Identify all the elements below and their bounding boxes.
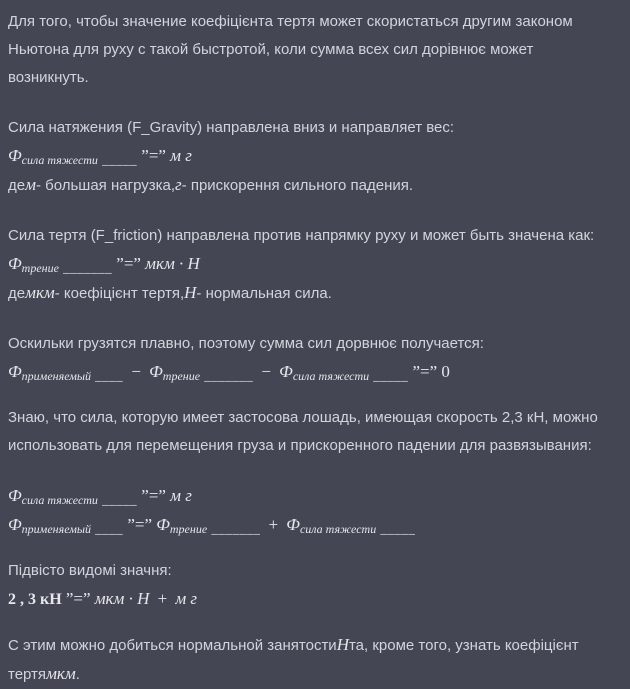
friction-paragraph <box>8 222 630 308</box>
underscore-placeholder: _____ <box>102 152 138 167</box>
sum-formula <box>8 358 630 387</box>
force-subscript: применяемый <box>21 522 91 536</box>
underscore-placeholder: _____ <box>373 368 409 383</box>
force-subscript: трение <box>162 369 201 383</box>
gravity-term: м г <box>175 589 198 608</box>
force-subscript: сила тяжести <box>299 522 377 536</box>
underscore-placeholder: _____ <box>380 521 416 536</box>
equals-sign: ”=” <box>127 515 153 534</box>
force-subscript: трение <box>21 261 59 275</box>
gravity-formula-repeat <box>8 482 630 511</box>
sum-text: Оскильки грузятся плавно, поэтому сумма сил дорвнює получается: <box>8 335 484 352</box>
conclusion-text: С этим можно добиться нормальной занятости <box>8 637 337 654</box>
underscore-placeholder: _______ <box>211 521 261 536</box>
underscore-placeholder: ____ <box>95 368 124 383</box>
conclusion-line-2 <box>8 660 630 689</box>
intro-line-1: Для того, чтобы значение коефіцієнта тертя может скористаться другим законом <box>8 13 573 30</box>
horse-paragraph <box>8 404 630 460</box>
force-subscript: сила тяжести <box>21 153 98 167</box>
gravity-paragraph <box>8 114 630 200</box>
substitution-text: Підвісто видомі значня: <box>8 562 172 579</box>
equals-sign: ”=” <box>141 146 166 165</box>
substitution-paragraph <box>8 557 630 614</box>
force-symbol: Ф <box>8 515 22 534</box>
force-subscript: сила тяжести <box>292 369 370 383</box>
formula-rhs: мкм · Н <box>145 254 200 273</box>
force-symbol: Ф <box>156 515 170 534</box>
friction-explanation <box>8 279 630 308</box>
coefficient-symbol: мкм <box>25 283 55 302</box>
horse-line-2: использовать для перемещения груза и прискоренного падении для развязывания: <box>8 437 592 454</box>
conclusion-text: . <box>75 666 80 683</box>
mass-symbol: м <box>25 175 36 194</box>
force-symbol: Ф <box>8 254 22 273</box>
plus-sign: + <box>268 515 279 534</box>
horse-line-1: Знаю, что сила, которую имеет застосова лошадь, имеющая скорость 2,3 кН, можно <box>8 409 598 426</box>
sum-paragraph <box>8 330 630 387</box>
friction-text: Сила тертя (F_friction) направлена против напрямку руху и может быть значена как: <box>8 227 595 244</box>
plus-sign: + <box>157 589 168 608</box>
formula-rhs: м г <box>170 146 192 165</box>
equals-sign: ”=” <box>412 362 438 381</box>
expl-text: - прискорення сильного падения. <box>181 177 414 194</box>
zero-value: 0 <box>441 362 450 381</box>
force-symbol: Ф <box>279 362 293 381</box>
equations-block <box>8 482 630 540</box>
minus-sign: − <box>131 362 141 381</box>
gravity-text: Сила натяжения (F_Gravity) направлена вниз и направляет вес: <box>8 119 455 136</box>
gravity-symbol: г <box>175 175 182 194</box>
underscore-placeholder: _______ <box>63 260 113 275</box>
gravity-explanation <box>8 171 630 200</box>
force-subscript: применяемый <box>21 369 91 383</box>
expl-text: де <box>8 177 26 194</box>
normal-force-symbol: Н <box>336 635 349 654</box>
conclusion-text: та, кроме того, узнать коефіцієнт <box>348 637 579 654</box>
gravity-formula <box>8 142 630 171</box>
force-symbol: Ф <box>8 486 22 505</box>
expl-text: де <box>8 285 26 302</box>
friction-term: мкм · Н <box>94 589 150 608</box>
force-symbol: Ф <box>286 515 300 534</box>
force-subscript: сила тяжести <box>21 493 98 507</box>
intro-line-2: Ньютона для руху с такой быстротой, коли сумма всех сил дорівнює может <box>8 41 534 58</box>
intro-line-3: возникнуть. <box>8 69 89 86</box>
coefficient-symbol: мкм <box>46 664 76 683</box>
friction-formula <box>8 250 630 279</box>
formula-rhs: м г <box>170 486 192 505</box>
expl-text: - нормальная сила. <box>196 285 332 302</box>
underscore-placeholder: _____ <box>102 492 138 507</box>
equals-sign: ”=” <box>65 589 91 608</box>
force-symbol: Ф <box>8 362 22 381</box>
applied-force-formula <box>8 511 630 540</box>
normal-force-symbol: Н <box>184 283 197 302</box>
expl-text: - коефіцієнт тертя, <box>54 285 185 302</box>
force-subscript: трение <box>169 522 208 536</box>
force-symbol: Ф <box>8 146 22 165</box>
force-symbol: Ф <box>149 362 163 381</box>
underscore-placeholder: ____ <box>95 521 124 536</box>
conclusion-text: тертя <box>8 666 47 683</box>
conclusion-paragraph <box>8 631 630 689</box>
equals-sign: ”=” <box>116 254 141 273</box>
underscore-placeholder: _______ <box>204 368 254 383</box>
minus-sign: − <box>261 362 271 381</box>
expl-text: - большая нагрузка, <box>35 177 176 194</box>
conclusion-line-1 <box>8 631 630 660</box>
equals-sign: ”=” <box>141 486 166 505</box>
applied-force-value: 2 , 3 кН <box>8 591 62 608</box>
substitution-formula <box>8 585 630 614</box>
intro-paragraph <box>8 8 630 92</box>
